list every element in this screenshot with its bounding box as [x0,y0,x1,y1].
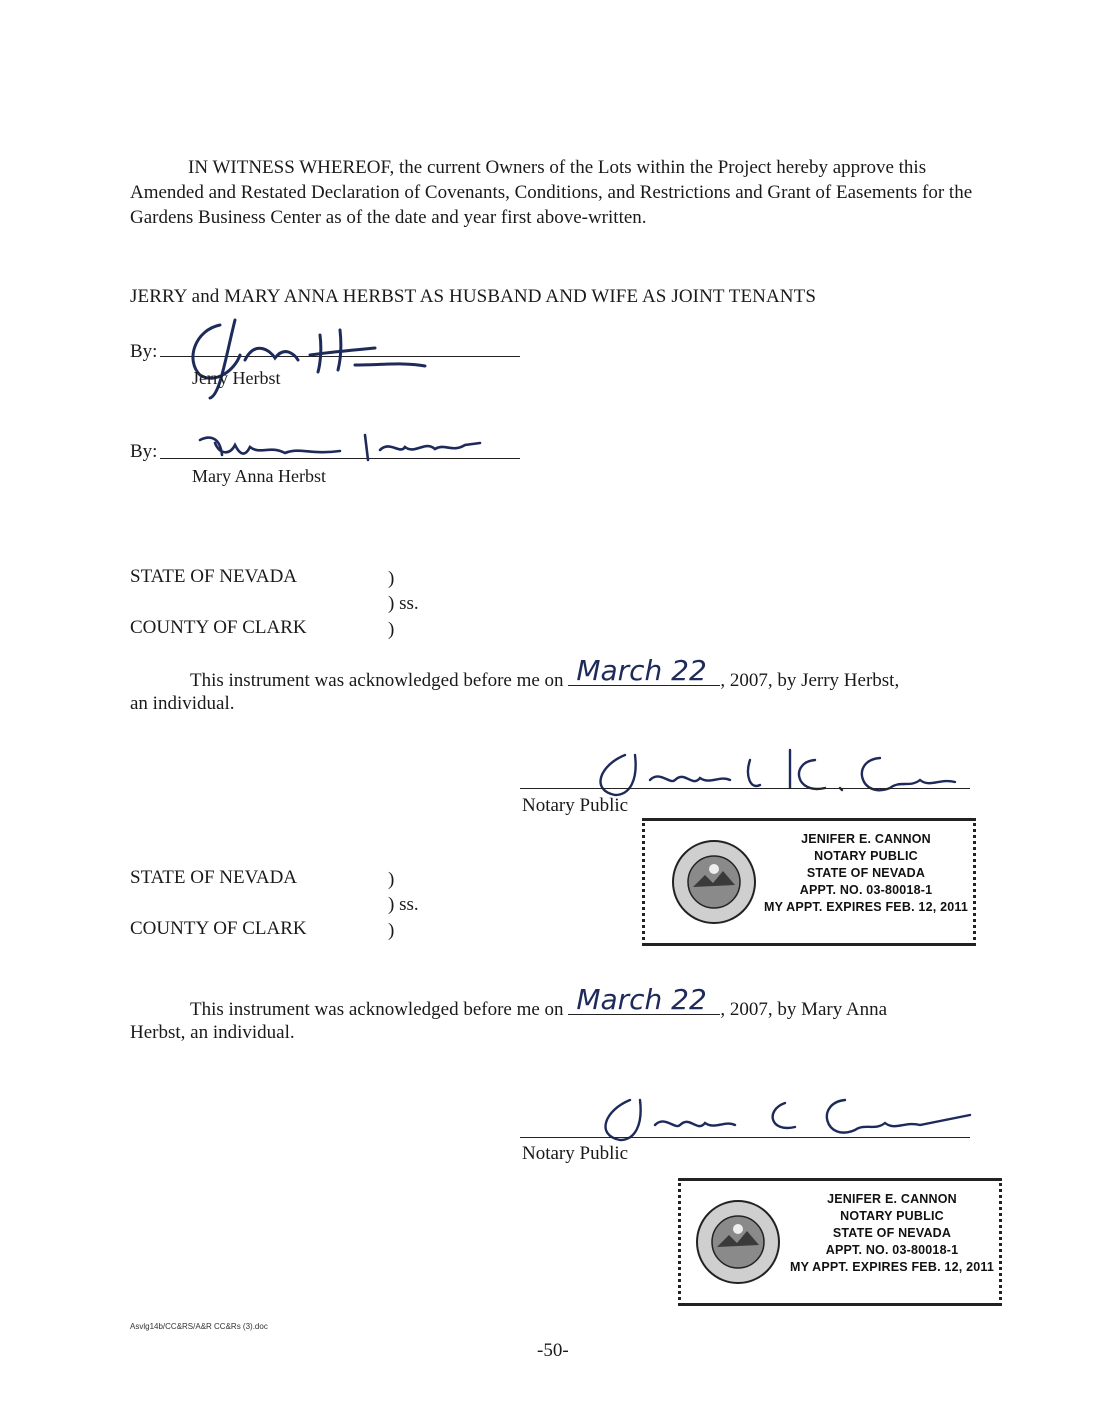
stamp-text-2 [787,1191,997,1276]
owners-heading: JERRY and MARY ANNA HERBST AS HUSBAND AND WIFE AS JOINT TENANTS [130,286,817,307]
venue-bracket-top-1: ) [388,568,395,589]
notary-label-1: Notary Public [522,795,629,816]
handwritten-date-1: March 22 [576,654,707,687]
stamp-name: JENIFER E. CANNON [827,1192,957,1206]
venue-county-2: COUNTY OF CLARK [130,918,307,939]
handwritten-date-2: March 22 [576,983,707,1016]
notary-line-1 [520,788,970,789]
notary-signature-1 [580,740,980,810]
acknowledgment-1 [190,654,990,692]
venue-county-1: COUNTY OF CLARK [130,617,307,638]
venue-ss-2: ) ss. [388,894,419,915]
stamp-title: NOTARY PUBLIC [814,849,918,863]
page-number: -50- [537,1340,569,1361]
venue-bracket-bottom-1: ) [388,619,395,640]
ack-line2-2: Herbst, an individual. [130,1022,295,1043]
venue-bracket-bottom-2: ) [388,920,395,941]
ack-date-line-1 [568,654,720,687]
venue-state-1: STATE OF NEVADA [130,566,298,587]
stamp-title: NOTARY PUBLIC [840,1209,944,1223]
nevada-seal-icon [695,1199,781,1285]
ack-line2-1: an individual. [130,693,235,714]
signer-name-2: Mary Anna Herbst [192,466,326,486]
stamp-appt: APPT. NO. 03-80018-1 [799,883,933,897]
stamp-appt: APPT. NO. 03-80018-1 [825,1243,959,1257]
nevada-seal-icon [671,839,757,925]
witness-paragraph: IN WITNESS WHEREOF, the current Owners of the Lots within the Project hereby approve this Amended and Restated Declaration of Covenants, Conditions, and Restrictions and Grant of Easements for the Gardens Business Center as of the date and year first above-written. [130,157,973,228]
by-label-2: By: [130,441,158,462]
venue-bracket-top-2: ) [388,869,395,890]
ack-suffix-1: , 2007, by Jerry Herbst, [720,670,900,691]
notary-label-2: Notary Public [522,1143,629,1164]
mary-signature [190,425,490,470]
stamp-expires: MY APPT. EXPIRES FEB. 12, 2011 [763,900,968,914]
stamp-state: STATE OF NEVADA [806,866,926,880]
signer-name-1: Jerry Herbst [192,368,281,388]
notary-signature-2 [585,1085,985,1155]
ack-suffix-2: , 2007, by Mary Anna [720,999,888,1020]
acknowledgment-2 [190,983,990,1021]
stamp-expires: MY APPT. EXPIRES FEB. 12, 2011 [789,1260,994,1274]
ack-prefix-2: This instrument was acknowledged before me on [190,999,564,1020]
stamp-name: JENIFER E. CANNON [801,832,931,846]
stamp-state: STATE OF NEVADA [832,1226,952,1240]
stamp-text-1 [763,831,969,916]
by-label-1: By: [130,341,158,362]
venue-ss-1: ) ss. [388,593,419,614]
ack-prefix-1: This instrument was acknowledged before me on [190,670,564,691]
notary-line-2 [520,1137,970,1138]
ack-date-line-2 [568,983,720,1016]
footer-file-code: Asvlg14b/CC&RS/A&R CC&Rs (3).doc [130,1322,268,1331]
venue-state-2: STATE OF NEVADA [130,867,298,888]
notary-stamp-2 [678,1178,1002,1306]
notary-stamp-1 [642,818,976,946]
